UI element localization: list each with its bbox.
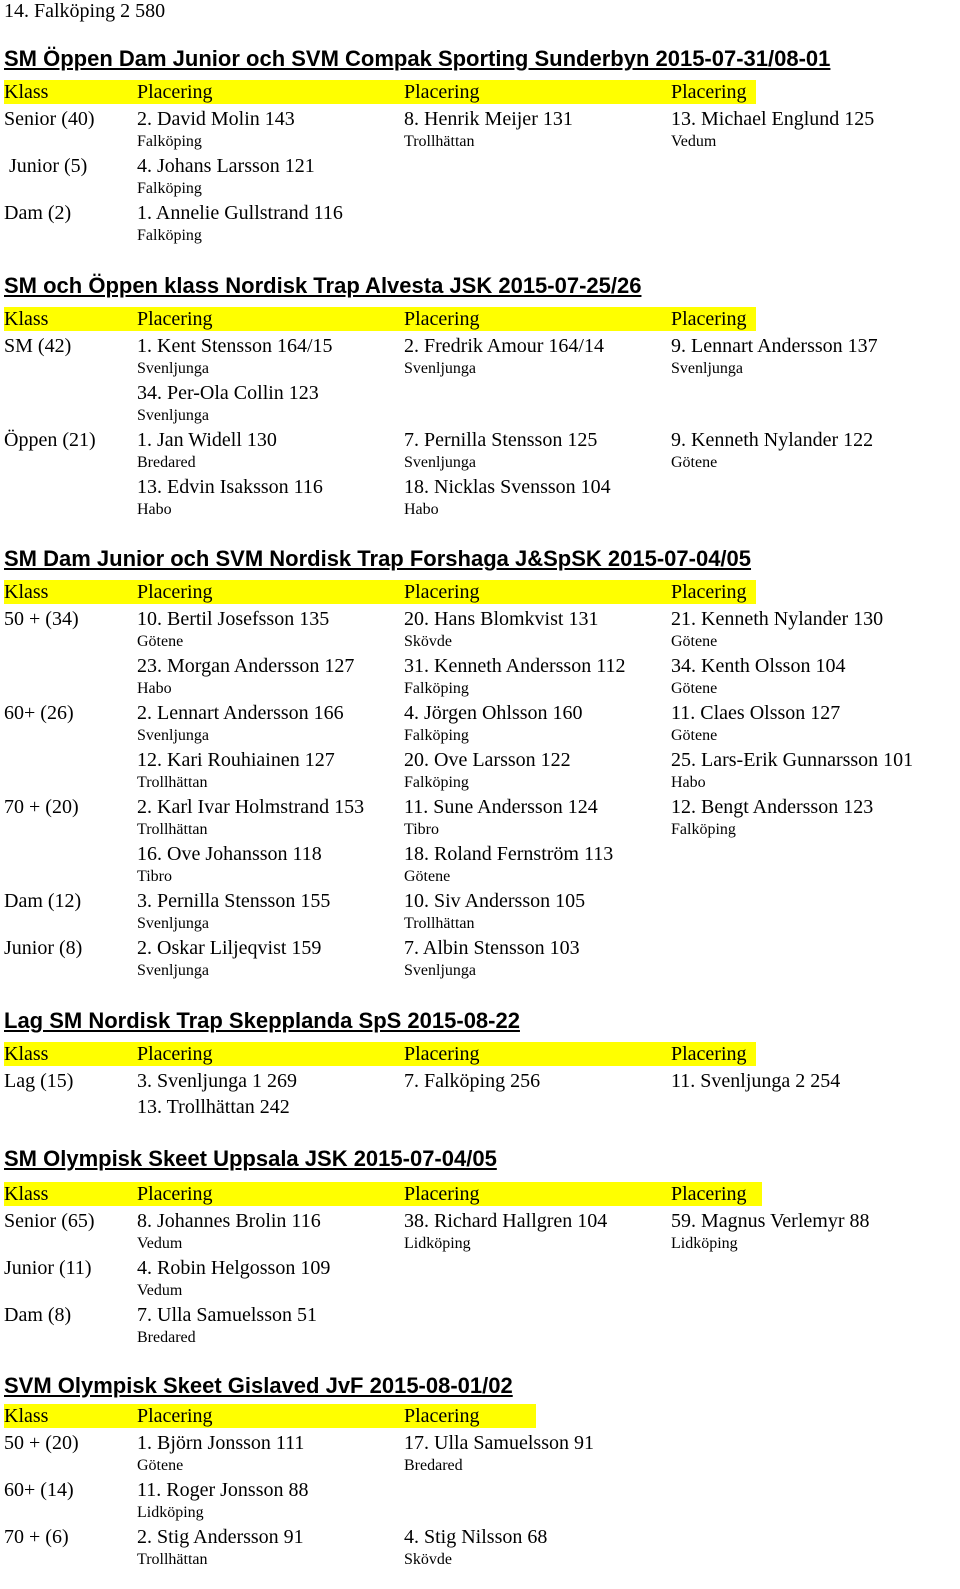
shooter-name: 23. Morgan Andersson 127 — [137, 655, 355, 677]
result-entry — [137, 655, 354, 699]
result-entry — [137, 796, 364, 840]
result-entry — [137, 382, 319, 426]
shooter-name: 8. Henrik Meijer 131 — [404, 108, 573, 130]
header-placering-2: Placering — [404, 1183, 480, 1205]
club-name: Svenljunga — [404, 360, 476, 377]
club-name: Trollhättan — [137, 821, 208, 838]
shooter-name: 1. Björn Jonsson 111 — [137, 1432, 305, 1454]
shooter-name: 1. Jan Widell 130 — [137, 429, 277, 451]
result-entry — [404, 937, 580, 981]
result-entry — [404, 429, 597, 473]
result-entry — [671, 335, 878, 379]
club-name: Svenljunga — [137, 727, 209, 744]
result-entry — [671, 702, 840, 746]
header-row — [4, 307, 756, 331]
header-placering-3: Placering — [671, 1183, 747, 1205]
header-placering-3: Placering — [671, 308, 747, 330]
result-entry — [137, 1432, 304, 1476]
header-placering-2: Placering — [404, 81, 480, 103]
header-placering-1: Placering — [137, 581, 213, 603]
class-label: Junior (11) — [4, 1257, 92, 1279]
result-entry — [137, 702, 344, 746]
class-label: Öppen (21) — [4, 429, 96, 451]
shooter-name: 16. Ove Johansson 118 — [137, 843, 322, 865]
result-entry — [671, 749, 913, 793]
shooter-name: 10. Bertil Josefsson 135 — [137, 608, 330, 630]
club-name: Falköping — [404, 774, 469, 791]
shooter-name: 18. Roland Fernström 113 — [404, 843, 614, 865]
result-entry — [404, 749, 571, 793]
header-klass: Klass — [4, 1183, 49, 1205]
class-label: Junior (8) — [4, 937, 83, 959]
club-name: Götene — [671, 727, 718, 744]
club-name: Götene — [137, 1457, 184, 1474]
team-name: 7. Falköping 256 — [404, 1070, 541, 1092]
club-name: Götene — [671, 454, 718, 471]
result-entry — [404, 1070, 540, 1092]
shooter-name: 1. Annelie Gullstrand 116 — [137, 202, 343, 224]
shooter-name: 38. Richard Hallgren 104 — [404, 1210, 608, 1232]
shooter-name: 2. David Molin 143 — [137, 108, 295, 130]
club-name: Habo — [137, 680, 172, 697]
shooter-name: 34. Per-Ola Collin 123 — [137, 382, 319, 404]
club-name: Svenljunga — [137, 407, 209, 424]
club-name: Habo — [137, 501, 172, 518]
header-klass: Klass — [4, 81, 49, 103]
header-line: 14. Falköping 2 580 — [4, 0, 166, 22]
header-row — [4, 1404, 536, 1428]
club-name: Skövde — [404, 1551, 452, 1568]
shooter-name: 4. Stig Nilsson 68 — [404, 1526, 548, 1548]
shooter-name: 31. Kenneth Andersson 112 — [404, 655, 626, 677]
section-title: SM Öppen Dam Junior och SVM Compak Sporting Sunderbyn 2015-07-31/08-01 — [4, 46, 831, 71]
shooter-name: 3. Pernilla Stensson 155 — [137, 890, 331, 912]
result-entry — [137, 1304, 317, 1348]
club-name: Falköping — [404, 727, 469, 744]
header-placering-3: Placering — [671, 581, 747, 603]
club-name: Tibro — [404, 821, 439, 838]
club-name: Svenljunga — [137, 962, 209, 979]
shooter-name: 8. Johannes Brolin 116 — [137, 1210, 321, 1232]
header-placering-1: Placering — [137, 1183, 213, 1205]
header-row — [4, 580, 756, 604]
shooter-name: 59. Magnus Verlemyr 88 — [671, 1210, 870, 1232]
header-placering-2: Placering — [404, 1043, 480, 1065]
club-name: Vedum — [137, 1235, 183, 1252]
shooter-name: 7. Ulla Samuelsson 51 — [137, 1304, 317, 1326]
section-title: SM och Öppen klass Nordisk Trap Alvesta JSK 2015-07-25/26 — [4, 273, 642, 298]
shooter-name: 13. Michael Englund 125 — [671, 108, 875, 130]
header-placering-2: Placering — [404, 581, 480, 603]
result-entry — [137, 108, 295, 152]
club-name: Svenljunga — [671, 360, 743, 377]
header-placering-2: Placering — [404, 1405, 480, 1427]
shooter-name: 2. Oskar Liljeqvist 159 — [137, 937, 322, 959]
result-entry — [137, 155, 315, 199]
result-entry — [671, 796, 873, 840]
section-title: Lag SM Nordisk Trap Skepplanda SpS 2015-08-22 — [4, 1008, 520, 1033]
shooter-name: 11. Roger Jonsson 88 — [137, 1479, 309, 1501]
header-placering-1: Placering — [137, 1405, 213, 1427]
club-name: Bredared — [137, 454, 196, 471]
result-entry — [404, 796, 598, 840]
club-name: Götene — [137, 633, 184, 650]
shooter-name: 9. Lennart Andersson 137 — [671, 335, 878, 357]
club-name: Svenljunga — [137, 360, 209, 377]
shooter-name: 4. Johans Larsson 121 — [137, 155, 315, 177]
shooter-name: 11. Sune Andersson 124 — [404, 796, 598, 818]
shooter-name: 1. Kent Stensson 164/15 — [137, 335, 333, 357]
shooter-name: 12. Kari Rouhiainen 127 — [137, 749, 335, 771]
result-entry — [137, 1257, 330, 1301]
result-entry — [671, 1210, 870, 1254]
class-label: 60+ (26) — [4, 702, 74, 724]
section-title: SVM Olympisk Skeet Gislaved JvF 2015-08-01/02 — [4, 1373, 513, 1398]
shooter-name: 2. Lennart Andersson 166 — [137, 702, 344, 724]
header-row — [4, 1182, 762, 1206]
result-entry — [137, 749, 335, 793]
shooter-name: 12. Bengt Andersson 123 — [671, 796, 874, 818]
header-placering-3: Placering — [671, 1043, 747, 1065]
class-label: Lag (15) — [4, 1070, 74, 1092]
class-label: Senior (40) — [4, 108, 95, 130]
class-label: Senior (65) — [4, 1210, 95, 1232]
header-klass: Klass — [4, 1405, 49, 1427]
result-entry — [404, 476, 611, 520]
header-placering-1: Placering — [137, 1043, 213, 1065]
club-name: Vedum — [137, 1282, 183, 1299]
shooter-name: 20. Hans Blomkvist 131 — [404, 608, 599, 630]
team-name: 13. Trollhättan 242 — [137, 1096, 290, 1118]
header-placering-1: Placering — [137, 81, 213, 103]
header-klass: Klass — [4, 1043, 49, 1065]
club-name: Lidköping — [404, 1235, 471, 1252]
result-entry — [404, 1432, 594, 1476]
class-label: SM (42) — [4, 335, 72, 357]
club-name: Falköping — [137, 133, 202, 150]
result-entry — [137, 335, 333, 379]
result-entry — [137, 608, 329, 652]
shooter-name: 17. Ulla Samuelsson 91 — [404, 1432, 594, 1454]
club-name: Lidköping — [671, 1235, 738, 1252]
result-entry — [671, 1070, 840, 1092]
shooter-name: 2. Fredrik Amour 164/14 — [404, 335, 604, 357]
class-label: Dam (8) — [4, 1304, 72, 1326]
result-entry — [137, 202, 343, 246]
club-name: Skövde — [404, 633, 452, 650]
class-label: 50 + (20) — [4, 1432, 79, 1454]
club-name: Götene — [671, 680, 718, 697]
club-name: Svenljunga — [137, 915, 209, 932]
shooter-name: 7. Albin Stensson 103 — [404, 937, 580, 959]
class-label: Dam (12) — [4, 890, 82, 912]
club-name: Bredared — [137, 1329, 196, 1346]
header-row — [4, 80, 756, 104]
result-entry — [137, 1526, 304, 1570]
club-name: Falköping — [137, 180, 202, 197]
club-name: Habo — [404, 501, 439, 518]
club-name: Svenljunga — [404, 962, 476, 979]
result-entry — [404, 655, 625, 699]
result-entry — [404, 702, 583, 746]
result-entry — [404, 843, 613, 887]
result-entry — [404, 1210, 607, 1254]
result-entry — [671, 429, 873, 473]
result-entry — [137, 937, 321, 981]
result-entry — [404, 335, 604, 379]
header-placering-3: Placering — [671, 81, 747, 103]
class-label: 50 + (34) — [4, 608, 79, 630]
result-entry — [671, 608, 883, 652]
club-name: Bredared — [404, 1457, 463, 1474]
shooter-name: 9. Kenneth Nylander 122 — [671, 429, 874, 451]
club-name: Lidköping — [137, 1504, 204, 1521]
class-label: Junior (5) — [4, 155, 88, 177]
class-label: 60+ (14) — [4, 1479, 74, 1501]
shooter-name: 2. Stig Andersson 91 — [137, 1526, 304, 1548]
section-title: SM Olympisk Skeet Uppsala JSK 2015-07-04/05 — [4, 1146, 497, 1171]
result-entry — [137, 1096, 290, 1118]
club-name: Habo — [671, 774, 706, 791]
result-entry — [137, 1210, 321, 1254]
club-name: Svenljunga — [404, 454, 476, 471]
club-name: Götene — [404, 868, 451, 885]
result-entry — [137, 890, 330, 934]
section-title: SM Dam Junior och SVM Nordisk Trap Forshaga J&SpSK 2015-07-04/05 — [4, 546, 752, 571]
result-entry — [404, 1526, 547, 1570]
result-entry — [404, 108, 573, 152]
shooter-name: 2. Karl Ivar Holmstrand 153 — [137, 796, 365, 818]
club-name: Tibro — [137, 868, 172, 885]
header-row — [4, 1042, 756, 1066]
result-entry — [137, 843, 322, 887]
result-entry — [137, 476, 323, 520]
club-name: Trollhättan — [137, 774, 208, 791]
club-name: Vedum — [671, 133, 717, 150]
header-placering-2: Placering — [404, 308, 480, 330]
header-klass: Klass — [4, 581, 49, 603]
result-entry — [404, 890, 585, 934]
team-name: 11. Svenljunga 2 254 — [671, 1070, 841, 1092]
class-label: 70 + (6) — [4, 1526, 69, 1548]
shooter-name: 25. Lars-Erik Gunnarsson 101 — [671, 749, 914, 771]
result-entry — [671, 108, 874, 152]
shooter-name: 20. Ove Larsson 122 — [404, 749, 571, 771]
shooter-name: 21. Kenneth Nylander 130 — [671, 608, 884, 630]
shooter-name: 18. Nicklas Svensson 104 — [404, 476, 611, 498]
club-name: Trollhättan — [404, 133, 475, 150]
club-name: Götene — [671, 633, 718, 650]
header-klass: Klass — [4, 308, 49, 330]
result-entry — [404, 608, 598, 652]
shooter-name: 4. Jörgen Ohlsson 160 — [404, 702, 583, 724]
club-name: Falköping — [671, 821, 736, 838]
club-name: Falköping — [404, 680, 469, 697]
result-entry — [137, 1479, 308, 1523]
shooter-name: 13. Edvin Isaksson 116 — [137, 476, 323, 498]
club-name: Falköping — [137, 227, 202, 244]
shooter-name: 11. Claes Olsson 127 — [671, 702, 841, 724]
result-entry — [137, 429, 277, 473]
result-entry — [137, 1070, 297, 1092]
shooter-name: 4. Robin Helgosson 109 — [137, 1257, 331, 1279]
class-label: Dam (2) — [4, 202, 72, 224]
class-label: 70 + (20) — [4, 796, 79, 818]
club-name: Trollhättan — [404, 915, 475, 932]
result-entry — [671, 655, 845, 699]
shooter-name: 34. Kenth Olsson 104 — [671, 655, 846, 677]
shooter-name: 7. Pernilla Stensson 125 — [404, 429, 598, 451]
team-name: 3. Svenljunga 1 269 — [137, 1070, 297, 1092]
club-name: Trollhättan — [137, 1551, 208, 1568]
shooter-name: 10. Siv Andersson 105 — [404, 890, 586, 912]
header-placering-1: Placering — [137, 308, 213, 330]
